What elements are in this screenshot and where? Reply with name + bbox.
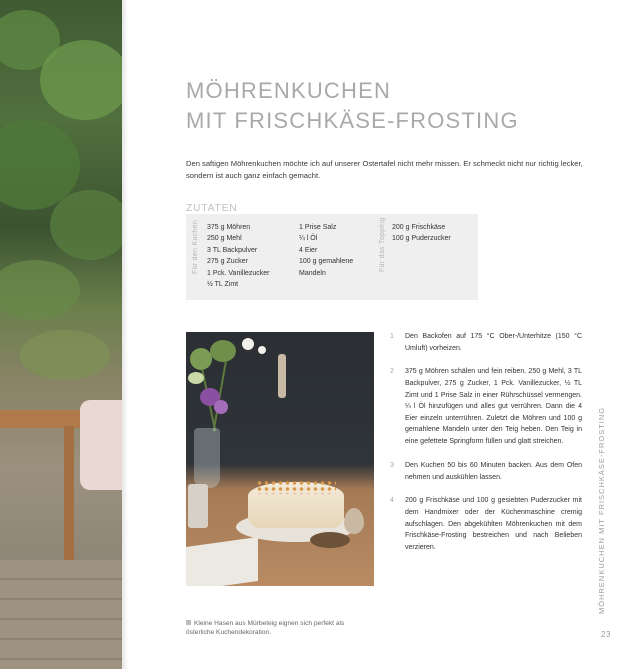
page-gutter	[122, 0, 128, 669]
instructions-list	[390, 331, 582, 566]
instruction-step	[390, 460, 582, 483]
ingredient-item: 4 Eier	[299, 246, 318, 254]
photo-leaves	[210, 340, 236, 362]
running-title: MÖHRENKUCHEN MIT FRISCHKÄSE-FROSTING	[597, 406, 606, 614]
recipe-title-line-1: MÖHRENKUCHEN	[186, 78, 392, 103]
ingredients-heading: ZUTATEN	[186, 203, 238, 214]
photo-foliage	[50, 190, 122, 260]
ingredient-item: 100 g Puderzucker	[392, 235, 451, 243]
photo-blossom	[188, 372, 204, 384]
photo-egg	[344, 508, 364, 534]
ingredient-item: 275 g Zucker	[207, 258, 248, 266]
photo-blossom	[258, 346, 266, 354]
recipe-title-line-2: MIT FRISCHKÄSE-FROSTING	[186, 108, 519, 133]
photo-caption	[186, 619, 366, 637]
photo-cake-decoration	[256, 480, 336, 494]
garden-photo	[0, 0, 122, 669]
photo-cup	[188, 484, 208, 528]
instruction-step	[390, 331, 582, 354]
step-number: 1	[390, 333, 394, 340]
ingredients-box	[186, 214, 478, 300]
caption-text: Kleine Hasen aus Mürbeteig eignen sich perfekt als österliche Kuchendekoration.	[186, 620, 345, 637]
step-text: Den Backofen auf 175 °C Ober-/Unterhitze (150 °C Umluft) vorheizen.	[405, 333, 582, 352]
ingredient-item: 1 Prise Salz	[299, 224, 337, 231]
step-number: 4	[390, 497, 394, 505]
ingredient-item: 200 g Frischkäse	[392, 224, 446, 231]
photo-leaves	[190, 348, 212, 370]
step-number: 3	[390, 461, 394, 469]
step-text: 375 g Möhren schälen und fein reiben. 250 g Mehl, 3 TL Backpulver, 275 g Zucker, 1 Pck. Vanillezucker, ½ TL Zimt und 1 Prise Salz in einer Rührschüssel vermengen. ¼ l Öl hinzufügen und alles gut verrühren. Dann die 4 Eier einzeln unterrühren. Zuletzt die Möhren und 100 g gemahlene Mandeln unter den Teig heben. Den Teig in eine gefettete Springform füllen und glatt streichen.	[405, 368, 582, 446]
photo-foliage	[40, 40, 122, 120]
ingredient-item: Mandeln	[299, 269, 326, 277]
photo-blossom	[214, 400, 228, 414]
cake-photo	[186, 332, 374, 586]
instruction-step	[390, 495, 582, 553]
recipe-title	[186, 76, 586, 136]
ingredient-item: 1 Pck. Vanillezucker	[207, 269, 270, 277]
photo-napkin	[186, 537, 258, 586]
ingredient-item: ½ TL Zimt	[207, 281, 239, 289]
topping-ingredients-label: Für das Topping	[379, 217, 386, 272]
photo-blossom	[242, 338, 254, 350]
instruction-step	[390, 366, 582, 447]
ingredient-item: ¼ l Öl	[299, 235, 318, 243]
ingredient-item: 375 g Möhren	[207, 224, 251, 231]
ingredient-item: 250 g Mehl	[207, 235, 242, 243]
photo-bottle	[278, 354, 286, 398]
step-text: 200 g Frischkäse und 100 g gesiebten Puderzucker mit dem Handmixer oder der Küchenmaschine cremig aufschlagen. Den abgekühlten Möhrenkuchen mit dem Frischkäse-Frosting bestreichen und nach Belieben verzieren.	[405, 497, 582, 551]
photo-chair	[80, 400, 122, 490]
cake-ingredients-label: Für den Kuchen	[192, 219, 199, 274]
ingredients-column-1	[207, 222, 295, 290]
ingredients-column-2	[299, 222, 373, 279]
ingredient-item: 3 TL Backpulver	[207, 246, 258, 254]
photo-foliage	[0, 260, 80, 320]
photo-foliage	[20, 330, 110, 380]
caption-bullet-icon	[186, 620, 191, 625]
step-number: 2	[390, 368, 394, 376]
recipe-intro: Den saftigen Möhrenkuchen möchte ich auf unserer Ostertafel nicht mehr missen. Er schmeckt nicht nur richtig lecker, sondern ist auch ganz einfach gemacht.	[186, 159, 583, 180]
ingredient-item: 100 g gemahlene	[299, 258, 354, 266]
photo-deck	[0, 560, 122, 669]
ingredients-column-topping	[392, 222, 474, 245]
photo-nest	[310, 532, 350, 548]
photo-vase	[194, 428, 220, 488]
step-text: Den Kuchen 50 bis 60 Minuten backen. Aus dem Ofen nehmen und auskühlen lassen.	[405, 461, 582, 481]
page-number: 23	[601, 630, 611, 639]
